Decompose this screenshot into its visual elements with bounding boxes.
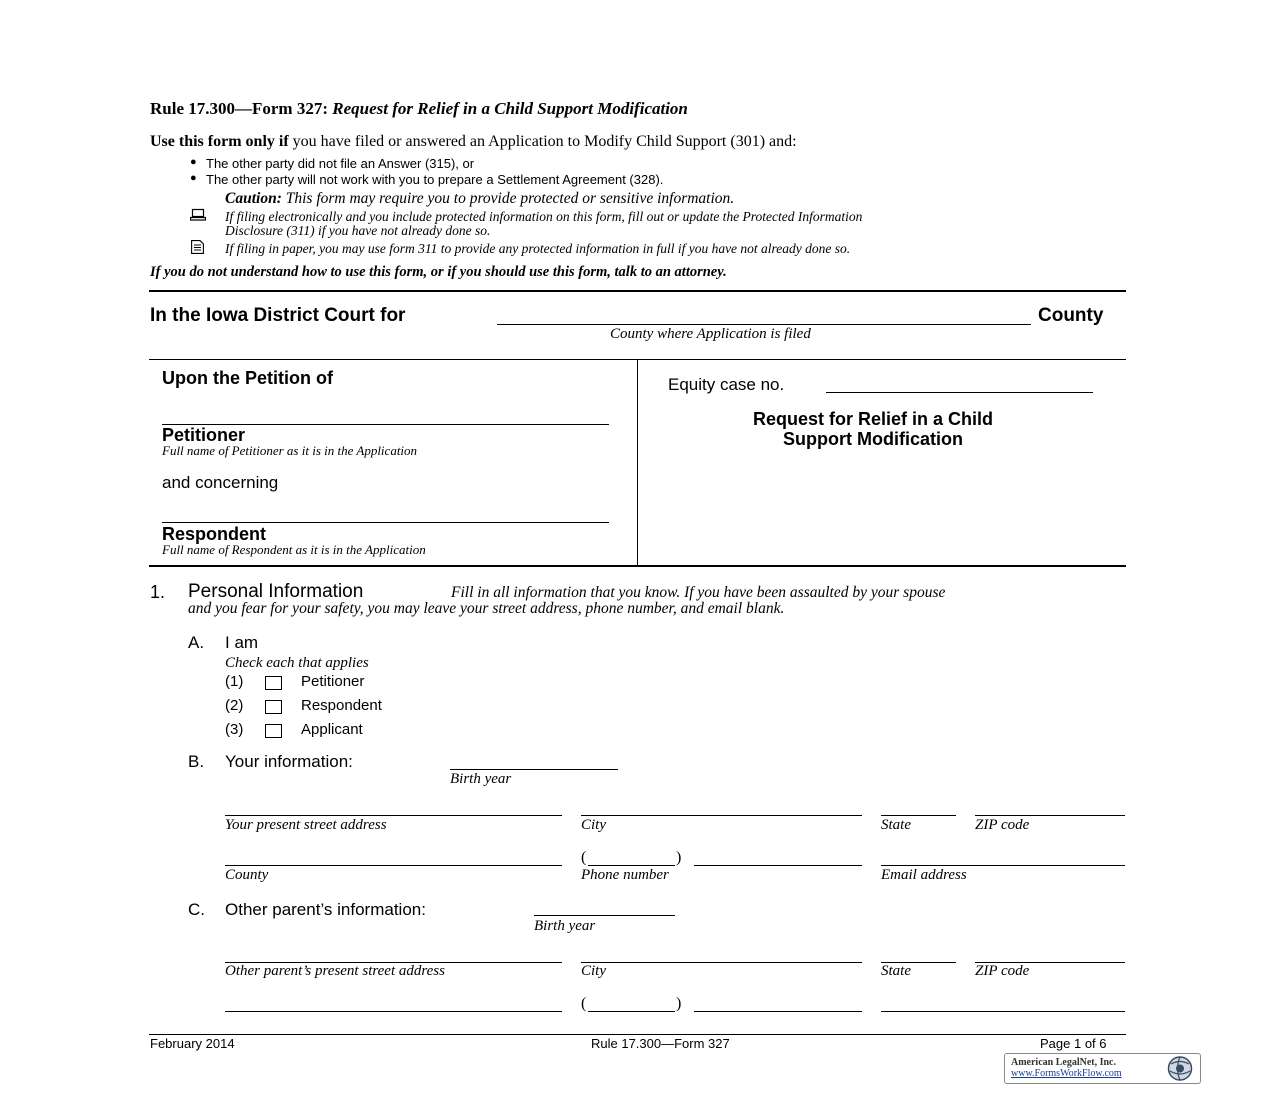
your-street-caption: Your present street address bbox=[225, 817, 387, 833]
upon-petition-label: Upon the Petition of bbox=[162, 368, 333, 388]
other-phone-open-paren: ( bbox=[581, 995, 587, 1012]
paper-note: If filing in paper, you may use form 311 to provide any protected information in full if you have not already done so. bbox=[225, 241, 851, 256]
other-email-field[interactable] bbox=[881, 1011, 1125, 1012]
petitioner-checkbox[interactable] bbox=[265, 676, 282, 690]
your-area-code-field[interactable] bbox=[588, 865, 675, 866]
use-instruction-rest: you have filed or answered an Application to Modify Child Support (301) and: bbox=[292, 133, 797, 150]
and-concerning-label: and concerning bbox=[162, 473, 279, 492]
other-area-code-field[interactable] bbox=[588, 1011, 675, 1012]
your-email-caption: Email address bbox=[881, 867, 967, 883]
respondent-label: Respondent bbox=[162, 524, 267, 544]
caption-box-bottom bbox=[149, 565, 1126, 567]
other-street-caption: Other parent’s present street address bbox=[225, 963, 445, 979]
your-city-field[interactable] bbox=[581, 815, 862, 816]
c-label: Other parent’s information: bbox=[225, 900, 426, 919]
your-street-field[interactable] bbox=[225, 815, 562, 816]
other-phone-close-paren: ) bbox=[676, 995, 682, 1012]
section1-heading: Personal Information bbox=[188, 581, 364, 602]
globe-icon bbox=[1163, 1055, 1195, 1082]
your-zip-caption: ZIP code bbox=[975, 817, 1030, 833]
option-1-label: Petitioner bbox=[301, 673, 365, 690]
your-state-caption: State bbox=[881, 817, 911, 833]
c-letter: C. bbox=[188, 900, 205, 919]
phone-close-paren: ) bbox=[676, 849, 682, 866]
other-birth-year-field[interactable] bbox=[534, 915, 675, 916]
your-county-caption: County bbox=[225, 867, 269, 883]
a-caption: Check each that applies bbox=[225, 655, 369, 671]
form-title: Request for Relief in a Child Support Modification bbox=[332, 99, 688, 118]
county-caption: County where Application is filed bbox=[610, 326, 811, 342]
court-prefix: In the Iowa District Court for bbox=[150, 305, 406, 326]
your-birth-year-field[interactable] bbox=[450, 769, 618, 770]
other-zip-caption: ZIP code bbox=[975, 963, 1030, 979]
your-birth-year-caption: Birth year bbox=[450, 771, 512, 787]
equity-case-label: Equity case no. bbox=[668, 375, 785, 394]
your-phone-field[interactable] bbox=[694, 865, 862, 866]
other-phone-field[interactable] bbox=[694, 1011, 862, 1012]
form-header bbox=[150, 99, 688, 119]
section1-instructions-line2: and you fear for your safety, you may leave your street address, phone number, and email blank. bbox=[188, 600, 785, 617]
section1-number: 1. bbox=[150, 582, 166, 602]
a-label: I am bbox=[225, 633, 259, 652]
your-phone-caption: Phone number bbox=[581, 867, 669, 883]
county-field[interactable] bbox=[497, 324, 1031, 325]
a-letter: A. bbox=[188, 633, 205, 652]
option-2-label: Respondent bbox=[301, 697, 382, 714]
bullet-dot-2: ● bbox=[190, 172, 197, 184]
petitioner-caption: Full name of Petitioner as it is in the Application bbox=[162, 443, 418, 458]
laptop-icon bbox=[190, 208, 206, 221]
divider-top bbox=[149, 290, 1126, 292]
bullet-2: The other party will not work with you to prepare a Settlement Agreement (328). bbox=[206, 172, 664, 187]
other-city-field[interactable] bbox=[581, 962, 862, 963]
respondent-name-field[interactable] bbox=[162, 522, 609, 523]
caution bbox=[225, 190, 734, 208]
petitioner-label: Petitioner bbox=[162, 425, 246, 445]
bullet-dot-1: ● bbox=[190, 156, 197, 168]
caution-label: Caution: bbox=[225, 190, 282, 207]
other-birth-year-caption: Birth year bbox=[534, 918, 596, 934]
rule-number: Rule 17.300—Form 327: bbox=[150, 99, 329, 118]
electronic-note-line2: Disclosure (311) if you have not already done so. bbox=[225, 223, 491, 238]
attorney-warning: If you do not understand how to use this form, or if you should use this form, talk to an attorney. bbox=[150, 264, 727, 280]
respondent-caption: Full name of Respondent as it is in the Application bbox=[162, 542, 426, 557]
paper-icon bbox=[191, 240, 204, 254]
b-label: Your information: bbox=[225, 752, 353, 771]
applicant-checkbox[interactable] bbox=[265, 724, 282, 738]
your-city-caption: City bbox=[581, 817, 606, 833]
electronic-note-line1: If filing electronically and you include protected information on this form, fill out or update the Protected Information bbox=[225, 209, 863, 224]
caption-box-divider bbox=[637, 359, 638, 565]
logo-url[interactable]: www.FormsWorkFlow.com bbox=[1011, 1068, 1122, 1079]
equity-case-field[interactable] bbox=[826, 392, 1093, 393]
option-3-num: (3) bbox=[225, 721, 244, 738]
option-3-label: Applicant bbox=[301, 721, 363, 738]
your-email-field[interactable] bbox=[881, 865, 1125, 866]
doc-title-line1: Request for Relief in a Child bbox=[752, 409, 994, 429]
footer-date: February 2014 bbox=[150, 1036, 235, 1051]
respondent-checkbox[interactable] bbox=[265, 700, 282, 714]
use-instruction-bold: Use this form only if bbox=[150, 133, 289, 150]
court-suffix: County bbox=[1038, 305, 1104, 326]
option-2-num: (2) bbox=[225, 697, 244, 714]
logo-company: American LegalNet, Inc. bbox=[1011, 1057, 1116, 1068]
b-letter: B. bbox=[188, 752, 205, 771]
other-state-caption: State bbox=[881, 963, 911, 979]
phone-open-paren: ( bbox=[581, 849, 587, 866]
footer-divider bbox=[149, 1034, 1126, 1035]
your-state-field[interactable] bbox=[881, 815, 956, 816]
other-county-field[interactable] bbox=[225, 1011, 562, 1012]
caution-text: This form may require you to provide protected or sensitive information. bbox=[285, 190, 735, 207]
your-zip-field[interactable] bbox=[975, 815, 1125, 816]
other-city-caption: City bbox=[581, 963, 606, 979]
doc-title-line2: Support Modification bbox=[783, 429, 963, 449]
section1-instructions-line1: Fill in all information that you know. If you have been assaulted by your spouse bbox=[451, 584, 946, 601]
your-county-field[interactable] bbox=[225, 865, 562, 866]
footer-form: Rule 17.300—Form 327 bbox=[591, 1036, 730, 1051]
footer-page: Page 1 of 6 bbox=[1040, 1036, 1107, 1051]
option-1-num: (1) bbox=[225, 673, 244, 690]
bullet-1: The other party did not file an Answer (315), or bbox=[206, 156, 475, 171]
legalnet-logo[interactable] bbox=[1004, 1053, 1201, 1084]
use-instruction bbox=[150, 133, 797, 151]
